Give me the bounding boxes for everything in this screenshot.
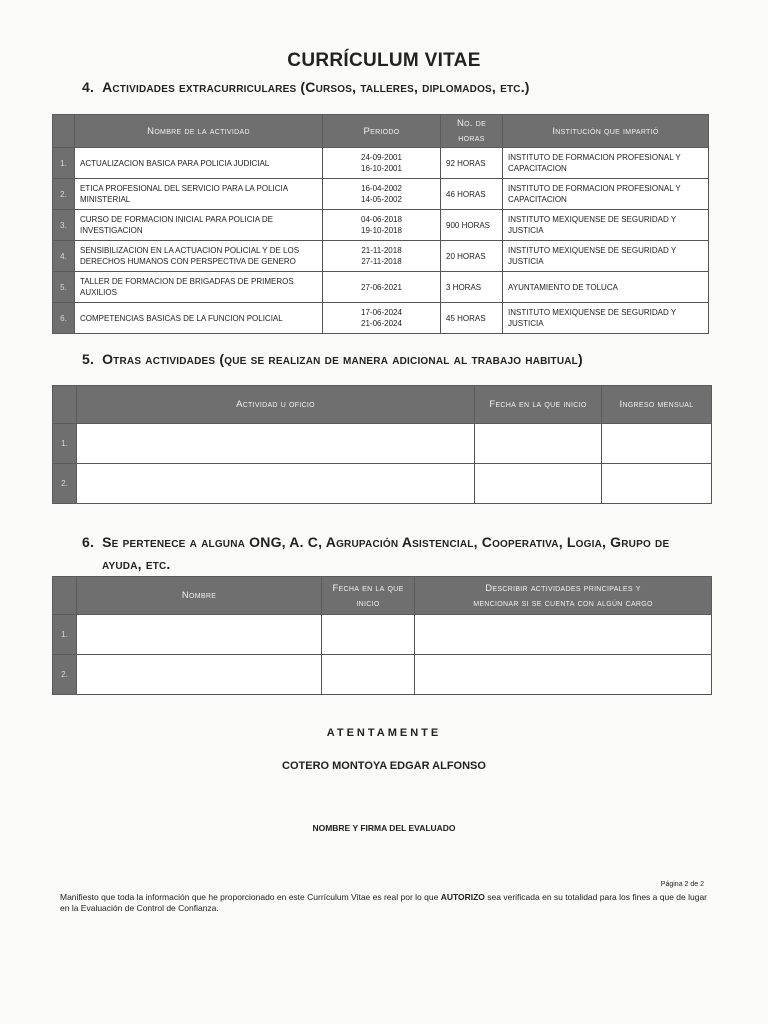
section-4-number: 4.	[82, 79, 95, 95]
section-6-title-line1: Se pertenece a alguna ONG, A. C, Agrupación Asistencial, Cooperativa, Logia, Grupo de	[102, 534, 670, 550]
period-start: 04-06-2018	[361, 215, 402, 224]
header-monthly-income: Ingreso mensual	[602, 386, 712, 424]
table-row	[53, 615, 712, 655]
period-end: 19-10-2018	[361, 226, 402, 235]
table-row	[53, 424, 712, 464]
start-date-cell[interactable]	[322, 615, 415, 655]
row-index: 2.	[53, 655, 77, 695]
period-start: 21-11-2018	[361, 246, 402, 255]
table-row	[53, 303, 709, 334]
table-row	[53, 241, 709, 272]
activity-cell: CURSO DE FORMACION INICIAL PARA POLICIA DE INVESTIGACION	[75, 210, 323, 241]
describe-cell[interactable]	[415, 655, 712, 695]
section-4-heading	[82, 79, 530, 95]
period-end: 27-11-2018	[361, 257, 402, 266]
header-institution: Institución que impartió	[503, 115, 709, 148]
institution-cell: INSTITUTO MEXIQUENSE DE SEGURIDAD Y JUSTICIA	[503, 210, 709, 241]
header-start-date-line2: inicio	[356, 597, 380, 609]
institution-cell: INSTITUTO DE FORMACION PROFESIONAL Y CAPACITACION	[503, 148, 709, 179]
income-cell[interactable]	[602, 464, 712, 504]
start-date-cell[interactable]	[475, 424, 602, 464]
section-4-title: Actividades extracurriculares (Cursos, talleres, diplomados, etc.)	[102, 79, 530, 95]
period-end: 21-06-2024	[361, 319, 402, 328]
row-index: 5.	[53, 272, 75, 303]
row-index: 4.	[53, 241, 75, 272]
row-index: 1.	[53, 148, 75, 179]
hours-cell: 92 HORAS	[441, 148, 503, 179]
activity-cell: COMPETENCIAS BASICAS DE LA FUNCION POLICIAL	[75, 303, 323, 334]
period-cell	[323, 303, 441, 334]
period-start: 16-04-2002	[361, 184, 402, 193]
header-index	[53, 577, 77, 615]
hours-cell: 45 HORAS	[441, 303, 503, 334]
period-start: 24-09-2001	[361, 153, 402, 162]
disclaimer-part1: Manifiesto que toda la información que he proporcionado en este Currículum Vitae es real por lo que	[60, 892, 441, 902]
header-hours	[441, 115, 503, 148]
header-index	[53, 386, 77, 424]
describe-cell[interactable]	[415, 615, 712, 655]
row-index: 6.	[53, 303, 75, 334]
activity-cell: ACTUALIZACION BASICA PARA POLICIA JUDICIAL	[75, 148, 323, 179]
start-date-cell[interactable]	[475, 464, 602, 504]
header-start-date	[322, 577, 415, 615]
signature-caption: NOMBRE Y FIRMA DEL EVALUADO	[312, 823, 456, 833]
period-cell	[323, 210, 441, 241]
section-6-number: 6.	[82, 534, 95, 550]
disclaimer-part2: sea verificada en su totalidad para los fines a que de lugar en la Evaluación de Control de Confianza.	[60, 892, 708, 913]
activity-cell: ETICA PROFESIONAL DEL SERVICIO PARA LA POLICIA MINISTERIAL	[75, 179, 323, 210]
header-activity-name: Nombre de la actividad	[75, 115, 323, 148]
header-start-date: Fecha en la que inicio	[475, 386, 602, 424]
evaluated-person-name: COTERO MONTOYA EDGAR ALFONSO	[282, 760, 486, 772]
start-date-cell[interactable]	[322, 655, 415, 695]
period-cell	[323, 148, 441, 179]
header-describe-line1: Describir actividades principales y	[485, 582, 641, 594]
institution-cell: INSTITUTO DE FORMACION PROFESIONAL Y CAPACITACION	[503, 179, 709, 210]
row-index: 2.	[53, 179, 75, 210]
org-name-cell[interactable]	[77, 655, 322, 695]
org-name-cell[interactable]	[77, 615, 322, 655]
header-index	[53, 115, 75, 148]
period-cell	[323, 179, 441, 210]
document-title: CURRÍCULUM VITAE	[287, 50, 481, 71]
table-row	[53, 655, 712, 695]
activity-cell: TALLER DE FORMACION DE BRIGADFAS DE PRIMEROS AUXILIOS	[75, 272, 323, 303]
table-row	[53, 210, 709, 241]
disclaimer-authorize: AUTORIZO	[440, 892, 485, 902]
header-hours-line2: horas	[458, 133, 485, 144]
institution-cell: INSTITUTO MEXIQUENSE DE SEGURIDAD Y JUSTICIA	[503, 303, 709, 334]
section-5-heading	[82, 351, 583, 367]
period-cell	[323, 241, 441, 272]
period-cell: 27-06-2021	[323, 272, 441, 303]
table-row	[53, 464, 712, 504]
table-row	[53, 272, 709, 303]
header-describe-line2: mencionar si se cuenta con algún cargo	[473, 597, 653, 609]
row-index: 1.	[53, 424, 77, 464]
page-number: Página 2 de 2	[660, 881, 704, 888]
disclaimer-text	[60, 892, 710, 914]
header-org-name: Nombre	[77, 577, 322, 615]
hours-cell: 20 HORAS	[441, 241, 503, 272]
hours-cell: 3 HORAS	[441, 272, 503, 303]
activity-cell[interactable]	[77, 424, 475, 464]
hours-cell: 46 HORAS	[441, 179, 503, 210]
header-describe	[415, 577, 712, 615]
activity-cell[interactable]	[77, 464, 475, 504]
organizations-table	[52, 576, 712, 695]
closing-atentamente: ATENTAMENTE	[326, 727, 442, 739]
period-end: 16-10-2001	[361, 164, 402, 173]
header-activity-trade: Actividad u oficio	[77, 386, 475, 424]
header-hours-line1: No. de	[456, 118, 487, 129]
institution-cell: INSTITUTO MEXIQUENSE DE SEGURIDAD Y JUSTICIA	[503, 241, 709, 272]
row-index: 1.	[53, 615, 77, 655]
header-start-date-line1: Fecha en la que	[332, 582, 404, 594]
period-end: 14-05-2002	[361, 195, 402, 204]
row-index: 3.	[53, 210, 75, 241]
section-5-number: 5.	[82, 351, 95, 367]
hours-cell: 900 HORAS	[441, 210, 503, 241]
row-index: 2.	[53, 464, 77, 504]
period-start: 17-06-2024	[361, 308, 402, 317]
section-5-title: Otras actividades (que se realizan de manera adicional al trabajo habitual)	[102, 351, 583, 367]
extracurricular-table	[52, 114, 709, 334]
table-row	[53, 179, 709, 210]
section-6-title-line2: ayuda, etc.	[102, 556, 171, 572]
other-activities-table	[52, 385, 712, 504]
income-cell[interactable]	[602, 424, 712, 464]
header-period: Periodo	[323, 115, 441, 148]
table-row	[53, 148, 709, 179]
activity-cell: SENSIBILIZACION EN LA ACTUACION POLICIAL Y DE LOS DERECHOS HUMANOS CON PERSPECTIVA DE GENERO	[75, 241, 323, 272]
institution-cell: AYUNTAMIENTO DE TOLUCA	[503, 272, 709, 303]
section-6-heading	[82, 531, 722, 575]
